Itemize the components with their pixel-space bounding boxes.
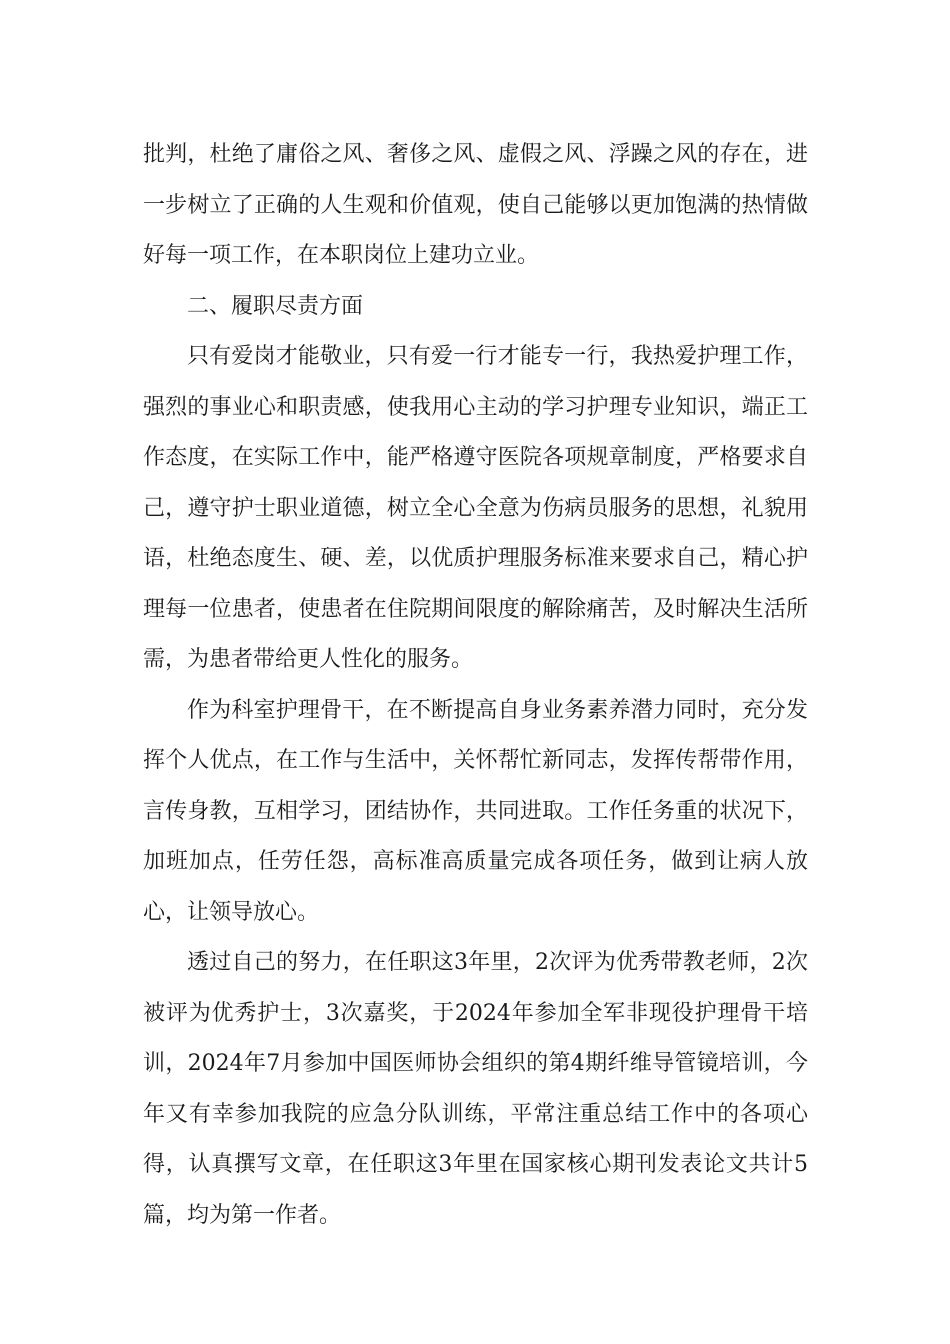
document-body bbox=[143, 130, 808, 1241]
paragraph: 透过自己的努力，在任职这3年里，2次评为优秀带教老师，2次被评为优秀护士，3次嘉奖，于2024年参加全军非现役护理骨干培训，2024年7月参加中国医师协会组织的第4期纤维导管镜培训，今年又有幸参加我院的应急分队训练，平常注重总结工作中的各项心得，认真撰写文章，在任职这3年里在国家核心期刊发表论文共计5篇，均为第一作者。 bbox=[143, 950, 809, 1228]
paragraph: 只有爱岗才能敬业，只有爱一行才能专一行，我热爱护理工作，强烈的事业心和职责感，使我用心主动的学习护理专业知识，端正工作态度，在实际工作中，能严格遵守医院各项规章制度，严格要求自己，遵守护士职业道德，树立全心全意为伤病员服务的思想，礼貌用语，杜绝态度生、硬、差，以优质护理服务标准来要求自己，精心护理每一位患者，使患者在住院期间限度的解除痛苦，及时解决生活所需，为患者带给更人性化的服务。 bbox=[143, 344, 808, 672]
section-heading: 二、履职尽责方面 bbox=[187, 293, 364, 319]
paragraph: 作为科室护理骨干，在不断提高自身业务素养潜力同时，充分发挥个人优点，在工作与生活中，关怀帮忙新同志，发挥传帮带作用，言传身教，互相学习，团结协作，共同进取。工作任务重的状况下，加班加点，任劳任怨，高标准高质量完成各项任务，做到让病人放心，让领导放心。 bbox=[143, 697, 808, 925]
paragraph-continued: 批判，杜绝了庸俗之风、奢侈之风、虚假之风、浮躁之风的存在，进一步树立了正确的人生观和价值观，使自己能够以更加饱满的热情做好每一项工作，在本职岗位上建功立业。 bbox=[143, 142, 808, 268]
